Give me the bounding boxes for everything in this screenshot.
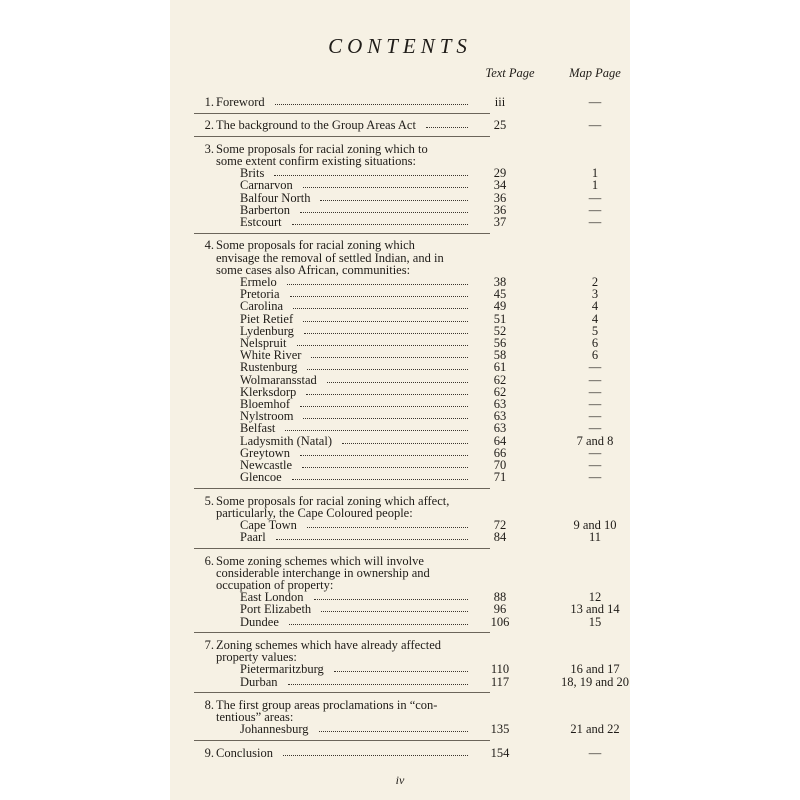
text-page-number: 62 [493,384,507,399]
section-title-line: some cases also African, communities: [216,262,411,277]
text-page-number: 56 [493,336,507,350]
toc-entry [170,531,630,544]
map-page-number: 5 [591,323,599,338]
dot-leader [276,539,468,540]
entry-place-name: Barberton [240,202,290,217]
section-title-line: envisage the removal of settled Indian, and in [216,250,444,265]
dot-leader [274,175,468,176]
map-page-number: — [588,202,602,217]
dot-leader [327,382,468,383]
dot-leader [342,443,468,444]
toc-entry [170,616,630,629]
entry-place-name: Port Elizabeth [240,602,312,617]
section-heading [170,119,630,132]
toc-entry [170,179,630,192]
text-page-number: 117 [490,674,510,689]
text-page-number: 88 [493,590,507,605]
text-page-number: 62 [493,372,507,387]
section-heading-continued [170,711,630,724]
entry-place-name: Glencoe [240,470,282,485]
map-page-number: — [588,421,602,436]
dot-leader [292,479,468,480]
section-divider [194,740,490,741]
dot-leader [307,369,468,370]
dot-leader [311,357,468,358]
text-page-number: 135 [490,722,510,737]
section-divider [194,632,490,633]
section-heading-continued [170,155,630,168]
map-page-number: 13 and 14 [570,602,620,617]
text-page-number: iii [494,95,506,109]
section-heading-continued [170,507,630,520]
dot-leader [289,624,468,625]
dot-leader [426,127,468,128]
section-title-line: The first group areas proclamations in “con- [216,698,438,712]
section-heading-continued [170,651,630,664]
map-page-number: — [588,215,602,229]
map-page-number: 1 [591,166,599,181]
toc-entry [170,435,630,448]
dot-leader [288,684,469,685]
text-page-number: 106 [490,614,510,629]
map-page-number: 18, 19 and 20 [560,674,630,689]
section-heading-continued [170,579,630,592]
text-page-number: 63 [493,409,507,424]
toc-entry [170,167,630,180]
map-page-number: 2 [591,275,599,289]
entry-place-name: Klerksdorp [240,384,297,399]
section-divider [194,136,490,137]
dot-leader [320,200,468,201]
text-page-number: 36 [493,202,507,217]
dot-leader [304,333,468,334]
section-title-line: occupation of property: [216,578,334,592]
text-page-number: 66 [493,445,507,460]
section-title-line: some extent confirm existing situations: [216,154,416,168]
toc-entry [170,471,630,484]
map-page-number: 12 [588,590,602,605]
text-page-number: 36 [493,190,507,205]
section-title-line: Some proposals for racial zoning which to [216,141,428,156]
dot-leader [293,308,468,309]
section-title-line: tentious” areas: [216,710,294,725]
section-divider [194,548,490,549]
section-heading-continued [170,264,630,277]
dot-leader [303,321,468,322]
map-page-number: — [588,118,602,133]
entry-place-name: Pietermaritzburg [240,662,324,677]
map-page-number: — [588,458,602,472]
entry-place-name: Piet Retief [240,311,294,326]
section-divider [194,233,490,234]
toc-entry [170,374,630,387]
entry-place-name: Bloemhof [240,397,290,411]
map-page-number: — [588,95,602,109]
section-number: 5. [204,493,214,508]
toc-entry [170,447,630,460]
map-page-number: 4 [591,311,599,326]
text-page-number: 58 [493,348,507,363]
text-page-number: 64 [493,433,507,448]
dot-leader [283,755,468,756]
map-page-number: 4 [591,299,599,314]
toc-entry [170,192,630,205]
map-page-number: 15 [588,614,602,629]
dot-leader [306,394,468,395]
toc-entry [170,410,630,423]
text-page-number: 61 [493,360,507,375]
entry-place-name: Estcourt [240,215,282,229]
section-number: 1. [204,95,214,109]
map-page-number: 16 and 17 [570,662,620,677]
map-page-number: — [588,470,602,485]
section-number: 6. [204,553,214,568]
map-page-number: 21 and 22 [570,722,620,737]
map-page-number: 9 and 10 [573,518,617,532]
text-page-number: 71 [493,470,507,485]
entry-place-name: Carolina [240,299,284,314]
dot-leader [319,731,468,732]
entry-place-name: Rustenburg [240,360,298,375]
entry-place-name: White River [240,348,302,363]
section-title-line: Some proposals for racial zoning which affect, [216,493,450,508]
map-page-number: 3 [591,287,599,302]
dot-leader [300,406,468,407]
map-page-number: — [588,360,602,375]
map-page-number: 1 [591,178,599,193]
text-page-number: 34 [493,178,507,193]
toc-entry [170,276,630,289]
section-number: 7. [204,638,214,652]
dot-leader [297,345,468,346]
toc-entry [170,591,630,604]
entry-place-name: Cape Town [240,518,297,532]
section-title-line: Foreword [216,95,265,109]
toc-entry [170,300,630,313]
dot-leader [303,187,468,188]
entry-place-name: Pretoria [240,287,280,302]
text-page-number: 72 [493,518,507,532]
dot-leader [285,430,468,431]
entry-place-name: Ermelo [240,275,277,289]
map-page-number: 6 [591,336,599,350]
section-title-line: Some zoning schemes which will involve [216,553,424,568]
toc-entry [170,349,630,362]
section-title-line: considerable interchange in ownership and [216,565,430,580]
section-title-line: The background to the Group Areas Act [216,118,416,133]
section-heading [170,96,630,109]
entry-place-name: Newcastle [240,458,293,472]
dot-leader [314,599,468,600]
map-page-number: — [588,384,602,399]
dot-leader [302,467,468,468]
entry-place-name: Belfast [240,421,276,436]
text-page-number: 51 [493,311,507,326]
text-page-number: 84 [493,530,507,545]
section-number: 3. [204,141,214,156]
entry-place-name: Nelspruit [240,336,287,350]
toc-entry [170,386,630,399]
dot-leader [334,671,468,672]
map-page-number: 6 [591,348,599,363]
entry-place-name: Balfour North [240,190,311,205]
entry-place-name: Dundee [240,614,279,629]
text-page-number: 63 [493,421,507,436]
text-page-number: 154 [490,745,510,760]
text-page-number: 52 [493,323,507,338]
text-page-number: 96 [493,602,507,617]
toc-entry [170,216,630,229]
map-page-number: — [588,409,602,424]
toc-entry [170,676,630,689]
toc-entry [170,288,630,301]
dot-leader [321,611,468,612]
document-page [170,0,630,800]
section-title-line: Some proposals for racial zoning which [216,238,415,253]
toc-entry [170,603,630,616]
section-number: 4. [204,238,214,253]
toc-entry [170,723,630,736]
entry-place-name: Lydenburg [240,323,294,338]
toc-entry [170,325,630,338]
map-page-number: — [588,397,602,411]
toc-entry [170,313,630,326]
dot-leader [290,296,468,297]
text-page-number: 38 [493,275,507,289]
entry-place-name: Greytown [240,445,290,460]
map-page-number: — [588,190,602,205]
text-page-number: 110 [490,662,510,677]
entry-place-name: Wolmaransstad [240,372,317,387]
entry-place-name: Paarl [240,530,266,545]
entry-place-name: Ladysmith (Natal) [240,433,332,448]
column-header-map-page: Map Page [569,66,621,80]
section-number: 2. [204,118,214,133]
text-page-number: 25 [493,118,507,133]
map-page-number: 11 [588,530,602,545]
text-page-number: 37 [493,215,507,229]
entry-place-name: Nylstroom [240,409,294,424]
section-title-line: Zoning schemes which have already affected [216,638,442,652]
entry-place-name: Durban [240,674,278,689]
map-page-number: — [588,372,602,387]
toc-entry [170,398,630,411]
page-number: iv [395,773,405,787]
map-page-number: — [588,745,602,760]
toc-entry [170,204,630,217]
dot-leader [300,212,468,213]
text-page-number: 45 [493,287,507,302]
dot-leader [300,455,468,456]
entry-place-name: Brits [240,166,265,181]
page-title: CONTENTS [328,34,472,58]
toc-entry [170,422,630,435]
toc-entry [170,459,630,472]
text-page-number: 63 [493,397,507,411]
section-number: 9. [204,745,214,760]
dot-leader [292,224,468,225]
toc-entry [170,519,630,532]
section-divider [194,488,490,489]
map-page-number: 7 and 8 [576,433,614,448]
entry-place-name: East London [240,590,304,605]
section-heading [170,747,630,760]
toc-entry [170,361,630,374]
map-page-number: — [588,445,602,460]
dot-leader [303,418,468,419]
dot-leader [307,527,468,528]
section-title-line: property values: [216,650,297,665]
text-page-number: 70 [493,458,507,472]
section-divider [194,113,490,114]
entry-place-name: Johannesburg [240,722,309,737]
section-number: 8. [204,698,214,712]
dot-leader [287,284,468,285]
text-page-number: 49 [493,299,507,314]
entry-place-name: Carnarvon [240,178,293,193]
section-divider [194,692,490,693]
column-header-text-page: Text Page [485,66,535,80]
text-page-number: 29 [493,166,507,181]
section-title-line: particularly, the Cape Coloured people: [216,505,413,520]
toc-entry [170,337,630,350]
section-title-line: Conclusion [216,745,273,760]
dot-leader [275,104,468,105]
